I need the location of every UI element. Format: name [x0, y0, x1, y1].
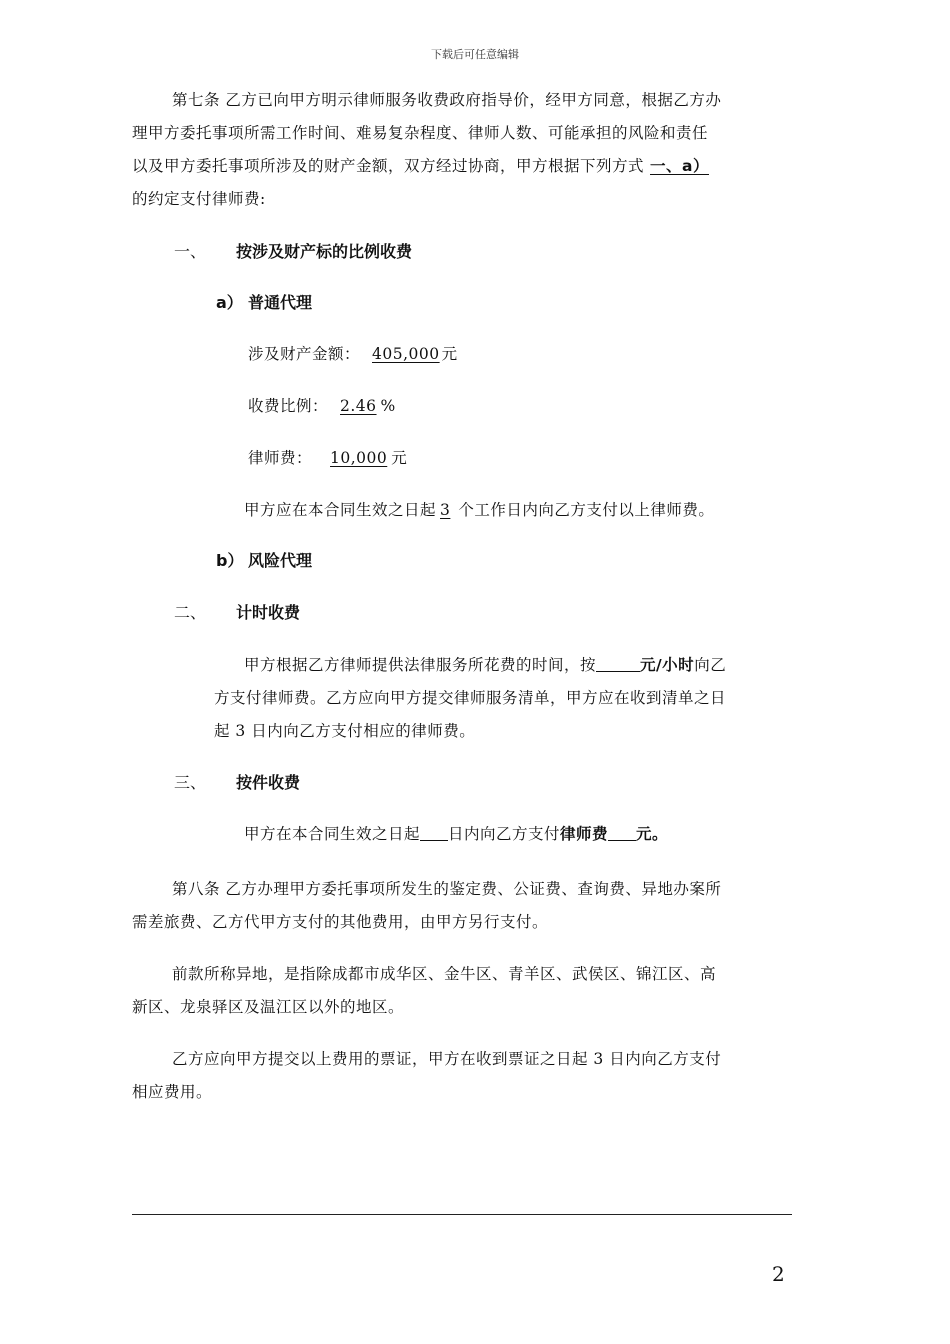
payment-deadline-days: 3 [440, 501, 451, 519]
lawyer-fee-row [248, 442, 407, 475]
section-3-number: 三、 [174, 773, 207, 792]
per-case-mid: 日内向乙方支付 [448, 825, 561, 843]
property-amount-row [248, 338, 458, 371]
section-1-title: 按涉及财产标的比例收费 [236, 242, 413, 261]
hourly-line-2: 方支付律师费。乙方应向甲方提交律师服务清单，甲方应在收到清单之日 [214, 689, 727, 707]
hourly-line-1-prefix: 甲方根据乙方律师提供法律服务所花费的时间，按 [244, 656, 597, 674]
subsection-b-heading [216, 549, 312, 573]
subsection-a-title: 普通代理 [248, 293, 313, 312]
remote-definition-line-2: 新区、龙泉驿区及温江区以外的地区。 [132, 998, 405, 1016]
article-7-line-4: 的约定支付律师费: [132, 190, 266, 208]
lawyer-fee-unit: 元 [391, 449, 408, 467]
property-amount-label: 涉及财产金额： [248, 345, 361, 363]
fee-rate-label: 收费比例： [248, 397, 329, 415]
section-2-number: 二、 [174, 603, 207, 622]
hourly-line-1 [244, 649, 726, 682]
payment-deadline-row [244, 494, 714, 527]
article-8-line-1: 第八条 乙方办理甲方委托事项所发生的鉴定费、公证费、查询费、异地办案所 [172, 880, 722, 898]
section-2-title: 计时收费 [236, 603, 301, 622]
fee-rate-row [248, 390, 396, 423]
remote-definition-line-1: 前款所称异地，是指除成都市成华区、金牛区、青羊区、武侯区、锦江区、高 [172, 965, 717, 983]
payment-deadline-prefix: 甲方应在本合同生效之日起 [244, 501, 437, 519]
article-7-line-3 [132, 150, 723, 183]
per-case-end: 元。 [636, 825, 669, 843]
receipt-line-2: 相应费用。 [132, 1083, 213, 1101]
section-2-heading [174, 601, 300, 625]
hourly-rate-unit: 元/小时 [640, 656, 695, 674]
section-3-title: 按件收费 [236, 773, 301, 792]
article-7-line-3-text: 以及甲方委托事项所涉及的财产金额，双方经过协商，甲方根据下列方式 [132, 157, 645, 175]
per-case-amount-blank [608, 822, 636, 841]
hourly-line-3: 起 3 日内向乙方支付相应的律师费。 [214, 722, 476, 740]
hourly-rate-blank [596, 653, 640, 672]
fee-rate-unit: % [380, 397, 396, 415]
page-header-note: 下载后可任意编辑 [431, 48, 519, 61]
fee-rate-value: 2.46 [340, 397, 377, 415]
article-7-line-2: 理甲方委托事项所需工作时间、难易复杂程度、律师人数、可能承担的风险和责任 [132, 124, 709, 142]
property-amount-value: 405,000 [372, 345, 440, 363]
article-7-line-1: 第七条 乙方已向甲方明示律师服务收费政府指导价，经甲方同意，根据乙方办 [172, 91, 722, 109]
page-number: 2 [772, 1262, 785, 1286]
per-case-fee-label: 律师费 [560, 825, 609, 843]
subsection-b-label: b） [216, 551, 244, 570]
per-case-prefix: 甲方在本合同生效之日起 [244, 825, 421, 843]
per-case-days-blank [420, 822, 448, 841]
lawyer-fee-label: 律师费： [248, 449, 313, 467]
subsection-a-label: a） [216, 293, 243, 312]
subsection-a-heading [216, 291, 312, 315]
article-8-line-2: 需差旅费、乙方代甲方支付的其他费用，由甲方另行支付。 [132, 913, 549, 931]
hourly-line-1-suffix: 向乙 [694, 656, 727, 674]
section-1-heading [174, 240, 412, 264]
per-case-line [244, 818, 668, 851]
section-1-number: 一、 [174, 242, 207, 261]
payment-method-choice: 一、a） [650, 157, 709, 175]
footer-divider [132, 1214, 792, 1215]
payment-deadline-suffix: 个工作日内向乙方支付以上律师费。 [458, 501, 715, 519]
property-amount-unit: 元 [441, 345, 458, 363]
receipt-line-1: 乙方应向甲方提交以上费用的票证，甲方在收到票证之日起 3 日内向乙方支付 [172, 1050, 722, 1068]
section-3-heading [174, 771, 300, 795]
lawyer-fee-value: 10,000 [330, 449, 388, 467]
subsection-b-title: 风险代理 [248, 551, 313, 570]
